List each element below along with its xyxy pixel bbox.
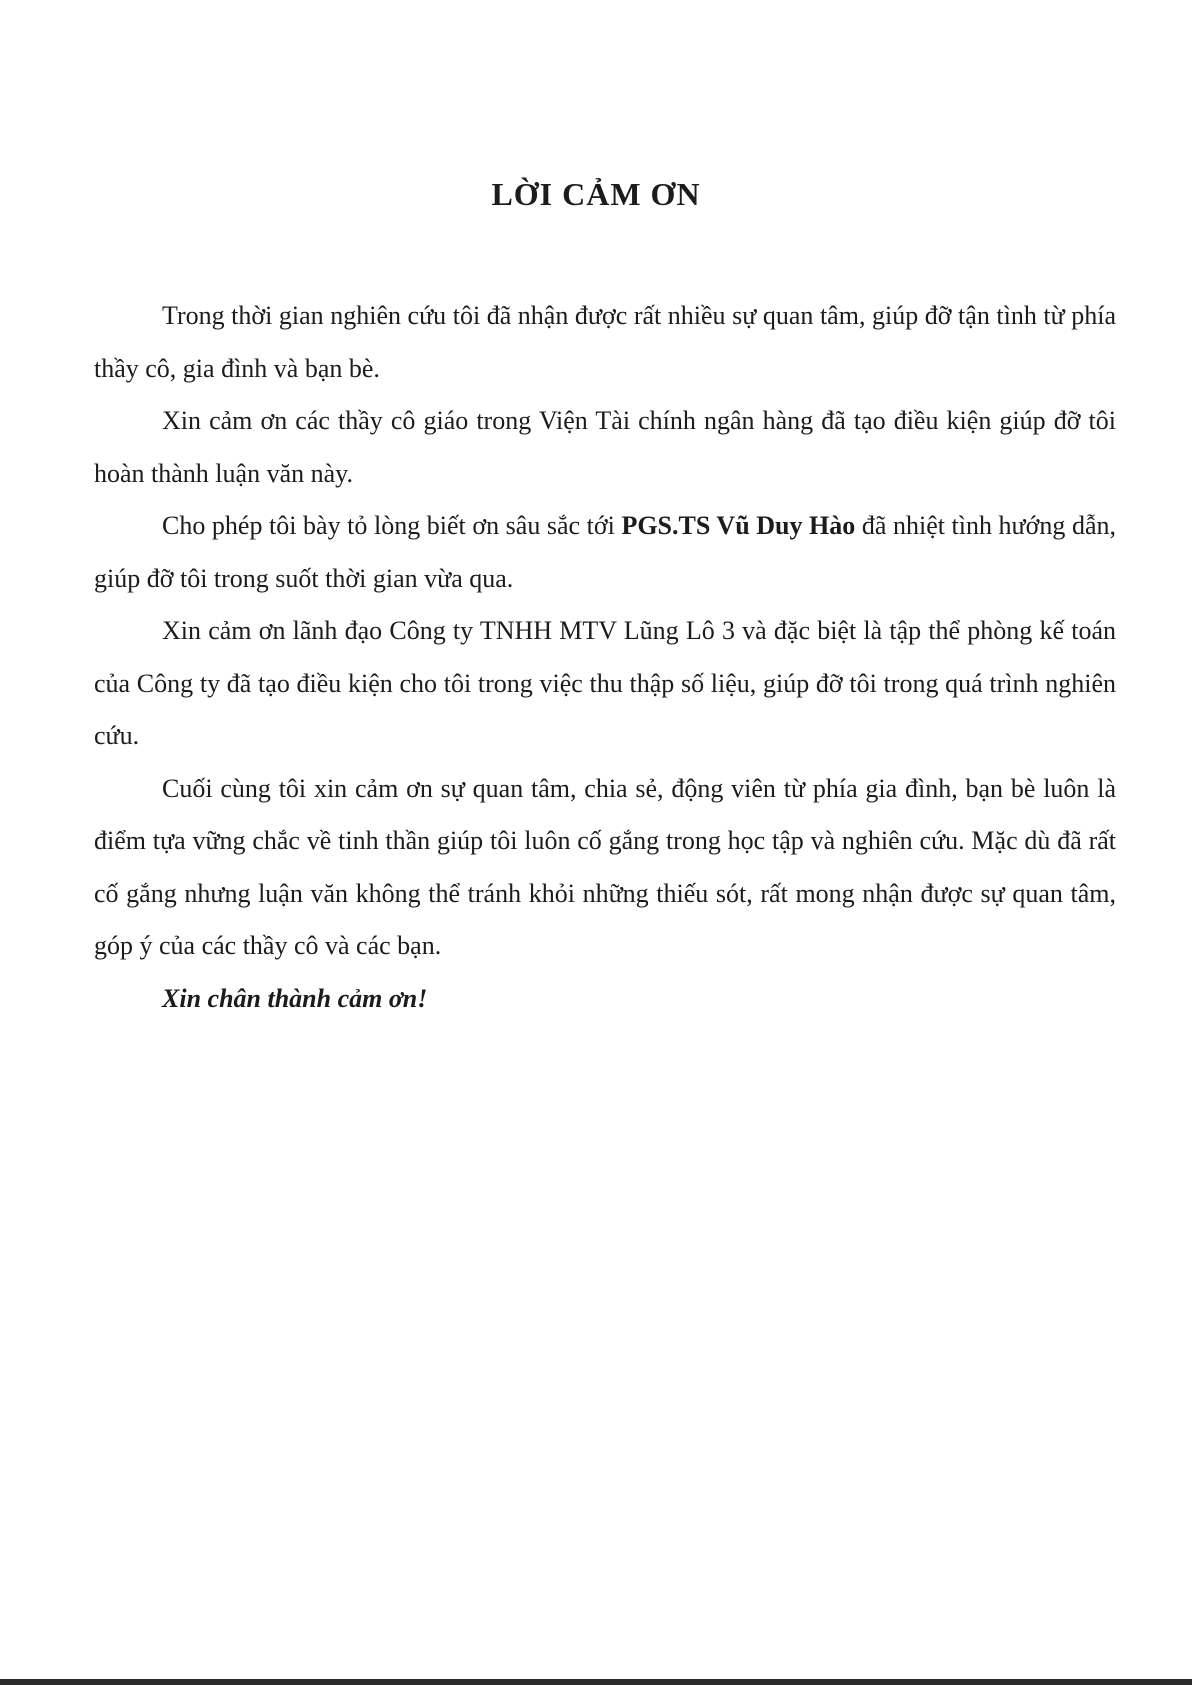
acknowledgement-body <box>94 290 1116 1025</box>
paragraph-5: Cuối cùng tôi xin cảm ơn sự quan tâm, chia sẻ, động viên từ phía gia đình, bạn bè luôn là điểm tựa vững chắc về tinh thần giúp tôi luôn cố gắng trong học tập và nghiên cứu. Mặc dù đã rất cố gắng nhưng luận văn không thể tránh khỏi những thiếu sót, rất mong nhận được sự quan tâm, góp ý của các thầy cô và các bạn. <box>94 773 1116 960</box>
paragraph-3 <box>94 500 1116 605</box>
closing-line: Xin chân thành cảm ơn! <box>162 983 428 1013</box>
page-title: LỜI CẢM ƠN <box>491 176 701 212</box>
paragraph-3-before: Cho phép tôi bày tỏ lòng biết ơn sâu sắc tới <box>162 511 622 540</box>
paragraph-1: Trong thời gian nghiên cứu tôi đã nhận được rất nhiều sự quan tâm, giúp đỡ tận tình từ phía thầy cô, gia đình và bạn bè. <box>94 301 1116 383</box>
paragraph-2: Xin cảm ơn các thầy cô giáo trong Viện Tài chính ngân hàng đã tạo điều kiện giúp đỡ tôi hoàn thành luận văn này. <box>94 406 1116 488</box>
paragraph-4: Xin cảm ơn lãnh đạo Công ty TNHH MTV Lũng Lô 3 và đặc biệt là tập thể phòng kế toán của Công ty đã tạo điều kiện cho tôi trong việc thu thập số liệu, giúp đỡ tôi trong quá trình nghiên cứu. <box>94 616 1116 750</box>
advisor-name: PGS.TS Vũ Duy Hào <box>621 511 856 540</box>
scan-bottom-edge <box>0 1679 1192 1685</box>
paragraph-3-after: đã nhiệt tình hướng dẫn, giúp đỡ tôi trong suốt thời gian vừa qua. <box>94 511 1117 593</box>
